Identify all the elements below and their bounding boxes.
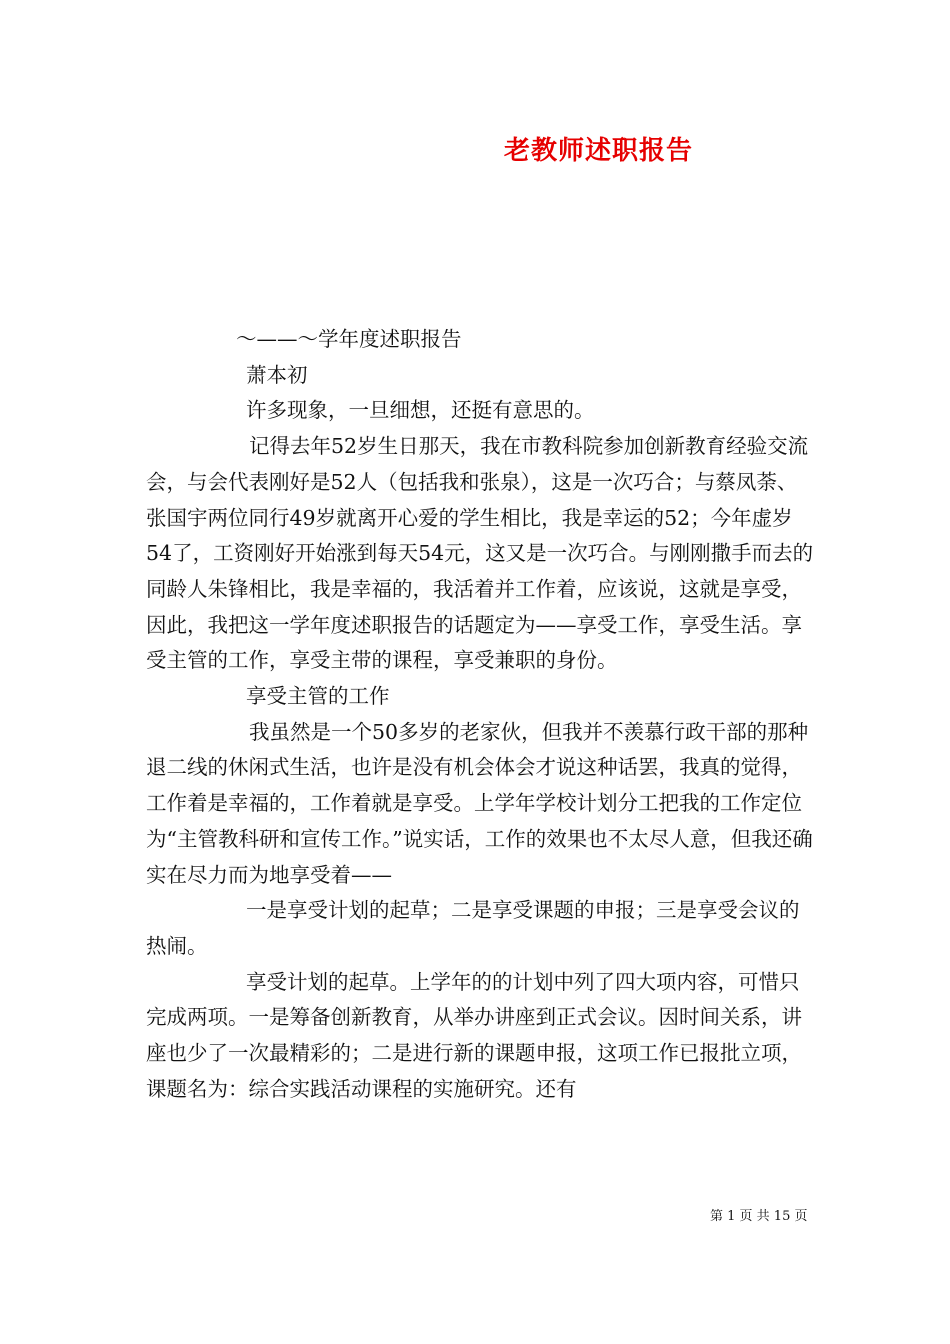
paragraph-plan: 享受计划的起草。上学年的的计划中列了四大项内容，可惜只完成两项。一是筹备创新教育，从举办讲座到正式会议。因时间关系，讲座也少了一次最精彩的；二是进行新的课题申报，这项工作已报批立项，课题名为：综合实践活动课程的实施研究。还有 (146, 969, 802, 1101)
author-name: 萧本初 (246, 362, 308, 387)
paragraph-birthday: 记得去年52岁生日那天，我在市教科院参加创新教育经验交流会，与会代表刚好是52人（包括我和张泉），这是一次巧合；与蔡凤荼、张国宇两位同行49岁就离开心爱的学生相比，我是幸运的52；今年虚岁54了，工资刚好开始涨到每天54元，这又是一次巧合。与刚刚撒手而去的同龄人朱锋相比，我是幸福的，我活着并工作着，应该说，这就是享受，因此，我把这一学年度述职报告的话题定为——享受工作，享受生活。享受主管的工作，享受主带的课程，享受兼职的身份。 (146, 434, 814, 673)
paragraph-work: 我虽然是一个50多岁的老家伙，但我并不羡慕行政干部的那种退二线的休闲式生活，也许是没有机会体会才说这种话罢，我真的觉得，工作着是幸福的，工作着就是享受。上学年学校计划分工把我的工作定位为“主管教科研和宣传工作。”说实话，工作的效果也不太尽人意，但我还确实在尽力而为地享受着—— (146, 719, 813, 887)
report-subtitle: ～——～学年度述职报告 (236, 327, 462, 351)
document-body (146, 322, 816, 1107)
paragraph-three-items: 一是享受计划的起草；二是享受课题的申报；三是享受会议的热闹。 (146, 898, 800, 958)
document-title: 老教师述职报告 (504, 136, 694, 166)
section-heading-work: 享受主管的工作 (246, 684, 390, 709)
paragraph-intro: 许多现象，一旦细想，还挺有意思的。 (246, 398, 595, 423)
page-footer: 第 1 页 共 15 页 (710, 1209, 808, 1224)
